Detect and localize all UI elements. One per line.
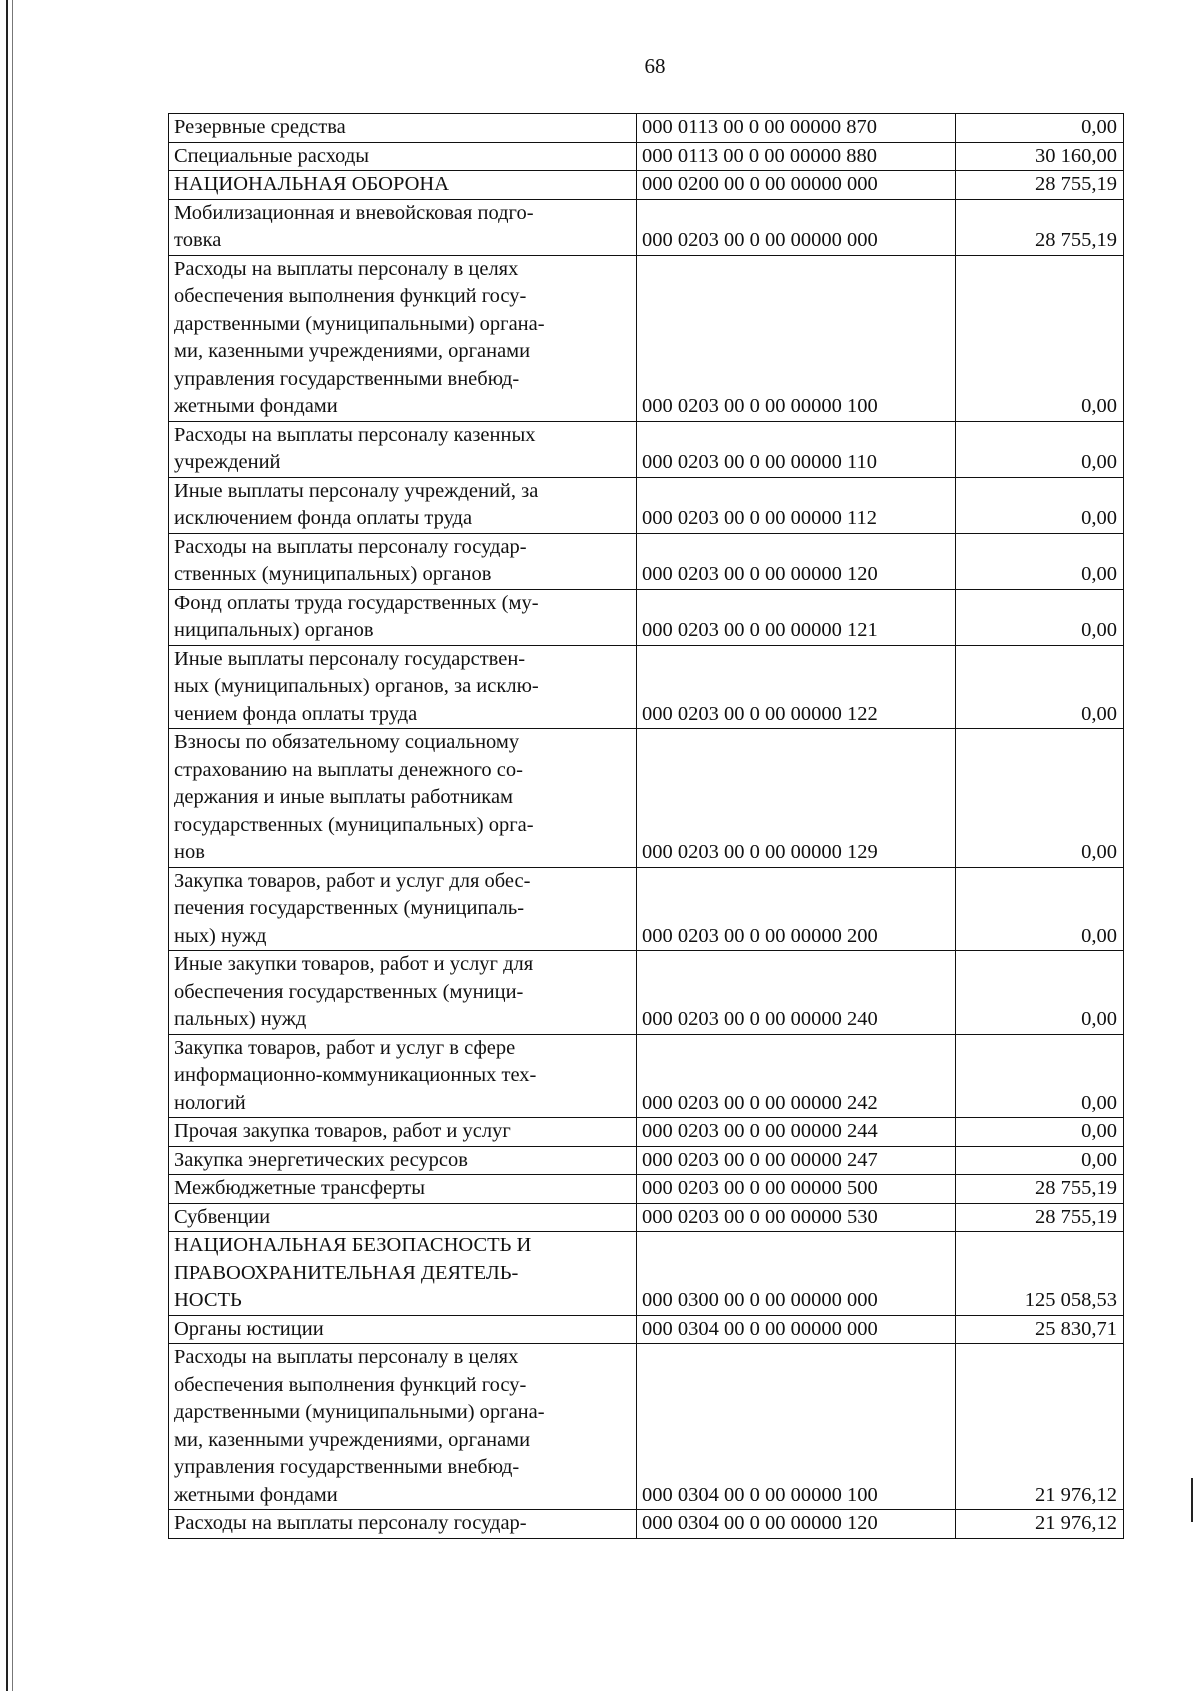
scan-edge-line-secondary [12,0,13,1691]
row-sum: 0,00 [956,867,1124,951]
row-code: 000 0203 00 0 00 00000 112 [637,477,956,533]
row-sum: 0,00 [956,729,1124,868]
row-sum: 125 058,53 [956,1232,1124,1316]
table-body [169,114,1124,1539]
row-code: 000 0203 00 0 00 00000 244 [637,1118,956,1147]
table-row [169,142,1124,171]
row-code: 000 0203 00 0 00 00000 121 [637,589,956,645]
row-sum: 0,00 [956,477,1124,533]
row-code: 000 0203 00 0 00 00000 110 [637,421,956,477]
row-code: 000 0203 00 0 00 00000 200 [637,867,956,951]
table-row [169,1344,1124,1510]
row-sum: 28 755,19 [956,1203,1124,1232]
row-name: Фонд оплаты труда государственных (му- ниципальных) органов [169,589,637,645]
row-sum: 0,00 [956,1118,1124,1147]
row-code: 000 0203 00 0 00 00000 242 [637,1034,956,1118]
row-name: Специальные расходы [169,142,637,171]
row-code: 000 0203 00 0 00 00000 100 [637,255,956,421]
row-name: Расходы на выплаты персоналу казенных учреждений [169,421,637,477]
row-sum: 0,00 [956,645,1124,729]
row-sum: 0,00 [956,255,1124,421]
row-code: 000 0300 00 0 00 00000 000 [637,1232,956,1316]
table-row [169,199,1124,255]
row-name: Расходы на выплаты персоналу государ- ственных (муниципальных) органов [169,533,637,589]
table-row [169,1034,1124,1118]
table-row [169,1203,1124,1232]
table-row [169,477,1124,533]
table-row [169,589,1124,645]
row-sum: 28 755,19 [956,199,1124,255]
row-code: 000 0304 00 0 00 00000 100 [637,1344,956,1510]
table-row [169,951,1124,1035]
row-sum: 0,00 [956,589,1124,645]
row-name: Субвенции [169,1203,637,1232]
table-row [169,1118,1124,1147]
budget-table [168,113,1124,1539]
row-name: Взносы по обязательному социальному страхованию на выплаты денежного со- держания и иные выплаты работникам государственных (муниципальных) орга- нов [169,729,637,868]
table-row [169,1146,1124,1175]
row-code: 000 0113 00 0 00 00000 870 [637,114,956,143]
table-row [169,729,1124,868]
row-name: Иные выплаты персоналу учреждений, за исключением фонда оплаты труда [169,477,637,533]
scan-edge-line [6,0,8,1691]
row-sum: 0,00 [956,421,1124,477]
row-code: 000 0304 00 0 00 00000 120 [637,1510,956,1539]
row-code: 000 0203 00 0 00 00000 000 [637,199,956,255]
row-sum: 0,00 [956,533,1124,589]
table-row [169,867,1124,951]
row-code: 000 0200 00 0 00 00000 000 [637,171,956,200]
scan-artifact-mark [1191,1478,1193,1522]
row-name: Прочая закупка товаров, работ и услуг [169,1118,637,1147]
table-row [169,1175,1124,1204]
row-code: 000 0203 00 0 00 00000 500 [637,1175,956,1204]
table-row [169,1510,1124,1539]
row-name: Иные закупки товаров, работ и услуг для обеспечения государственных (муници- пальных) нужд [169,951,637,1035]
row-name: Закупка товаров, работ и услуг для обес- печения государственных (муниципаль- ных) нужд [169,867,637,951]
row-code: 000 0203 00 0 00 00000 129 [637,729,956,868]
row-sum: 0,00 [956,114,1124,143]
row-name: Иные выплаты персоналу государствен- ных (муниципальных) органов, за исклю- чением фонда оплаты труда [169,645,637,729]
row-code: 000 0203 00 0 00 00000 247 [637,1146,956,1175]
table-row [169,421,1124,477]
row-name: Расходы на выплаты персоналу в целях обеспечения выполнения функций госу- дарственными (муниципальными) органа- ми, казенными учреждениями, органами управления государственными внебюд- жетными фондами [169,1344,637,1510]
row-sum: 30 160,00 [956,142,1124,171]
table-row [169,1315,1124,1344]
row-sum: 0,00 [956,1146,1124,1175]
row-code: 000 0203 00 0 00 00000 530 [637,1203,956,1232]
row-name: Мобилизационная и вневойсковая подго- товка [169,199,637,255]
table-row [169,1232,1124,1316]
table-row [169,533,1124,589]
row-code: 000 0304 00 0 00 00000 000 [637,1315,956,1344]
row-sum: 21 976,12 [956,1344,1124,1510]
table-row [169,114,1124,143]
row-name: Органы юстиции [169,1315,637,1344]
table-row [169,255,1124,421]
row-sum: 21 976,12 [956,1510,1124,1539]
table-row [169,645,1124,729]
row-code: 000 0203 00 0 00 00000 120 [637,533,956,589]
table-row [169,171,1124,200]
row-sum: 28 755,19 [956,171,1124,200]
row-name: НАЦИОНАЛЬНАЯ ОБОРОНА [169,171,637,200]
row-name: Закупка энергетических ресурсов [169,1146,637,1175]
row-code: 000 0203 00 0 00 00000 122 [637,645,956,729]
row-sum: 0,00 [956,951,1124,1035]
row-sum: 28 755,19 [956,1175,1124,1204]
row-name: Закупка товаров, работ и услуг в сфере информационно-коммуникационных тех- нологий [169,1034,637,1118]
row-name: Расходы на выплаты персоналу государ- [169,1510,637,1539]
row-name: НАЦИОНАЛЬНАЯ БЕЗОПАСНОСТЬ И ПРАВООХРАНИТЕЛЬНАЯ ДЕЯТЕЛЬ- НОСТЬ [169,1232,637,1316]
row-sum: 25 830,71 [956,1315,1124,1344]
page-number: 68 [644,54,666,78]
row-name: Расходы на выплаты персоналу в целях обеспечения выполнения функций госу- дарственными (муниципальными) органа- ми, казенными учреждениями, органами управления государственными внебюд- жетными фондами [169,255,637,421]
row-code: 000 0203 00 0 00 00000 240 [637,951,956,1035]
row-sum: 0,00 [956,1034,1124,1118]
row-code: 000 0113 00 0 00 00000 880 [637,142,956,171]
row-name: Межбюджетные трансферты [169,1175,637,1204]
row-name: Резервные средства [169,114,637,143]
